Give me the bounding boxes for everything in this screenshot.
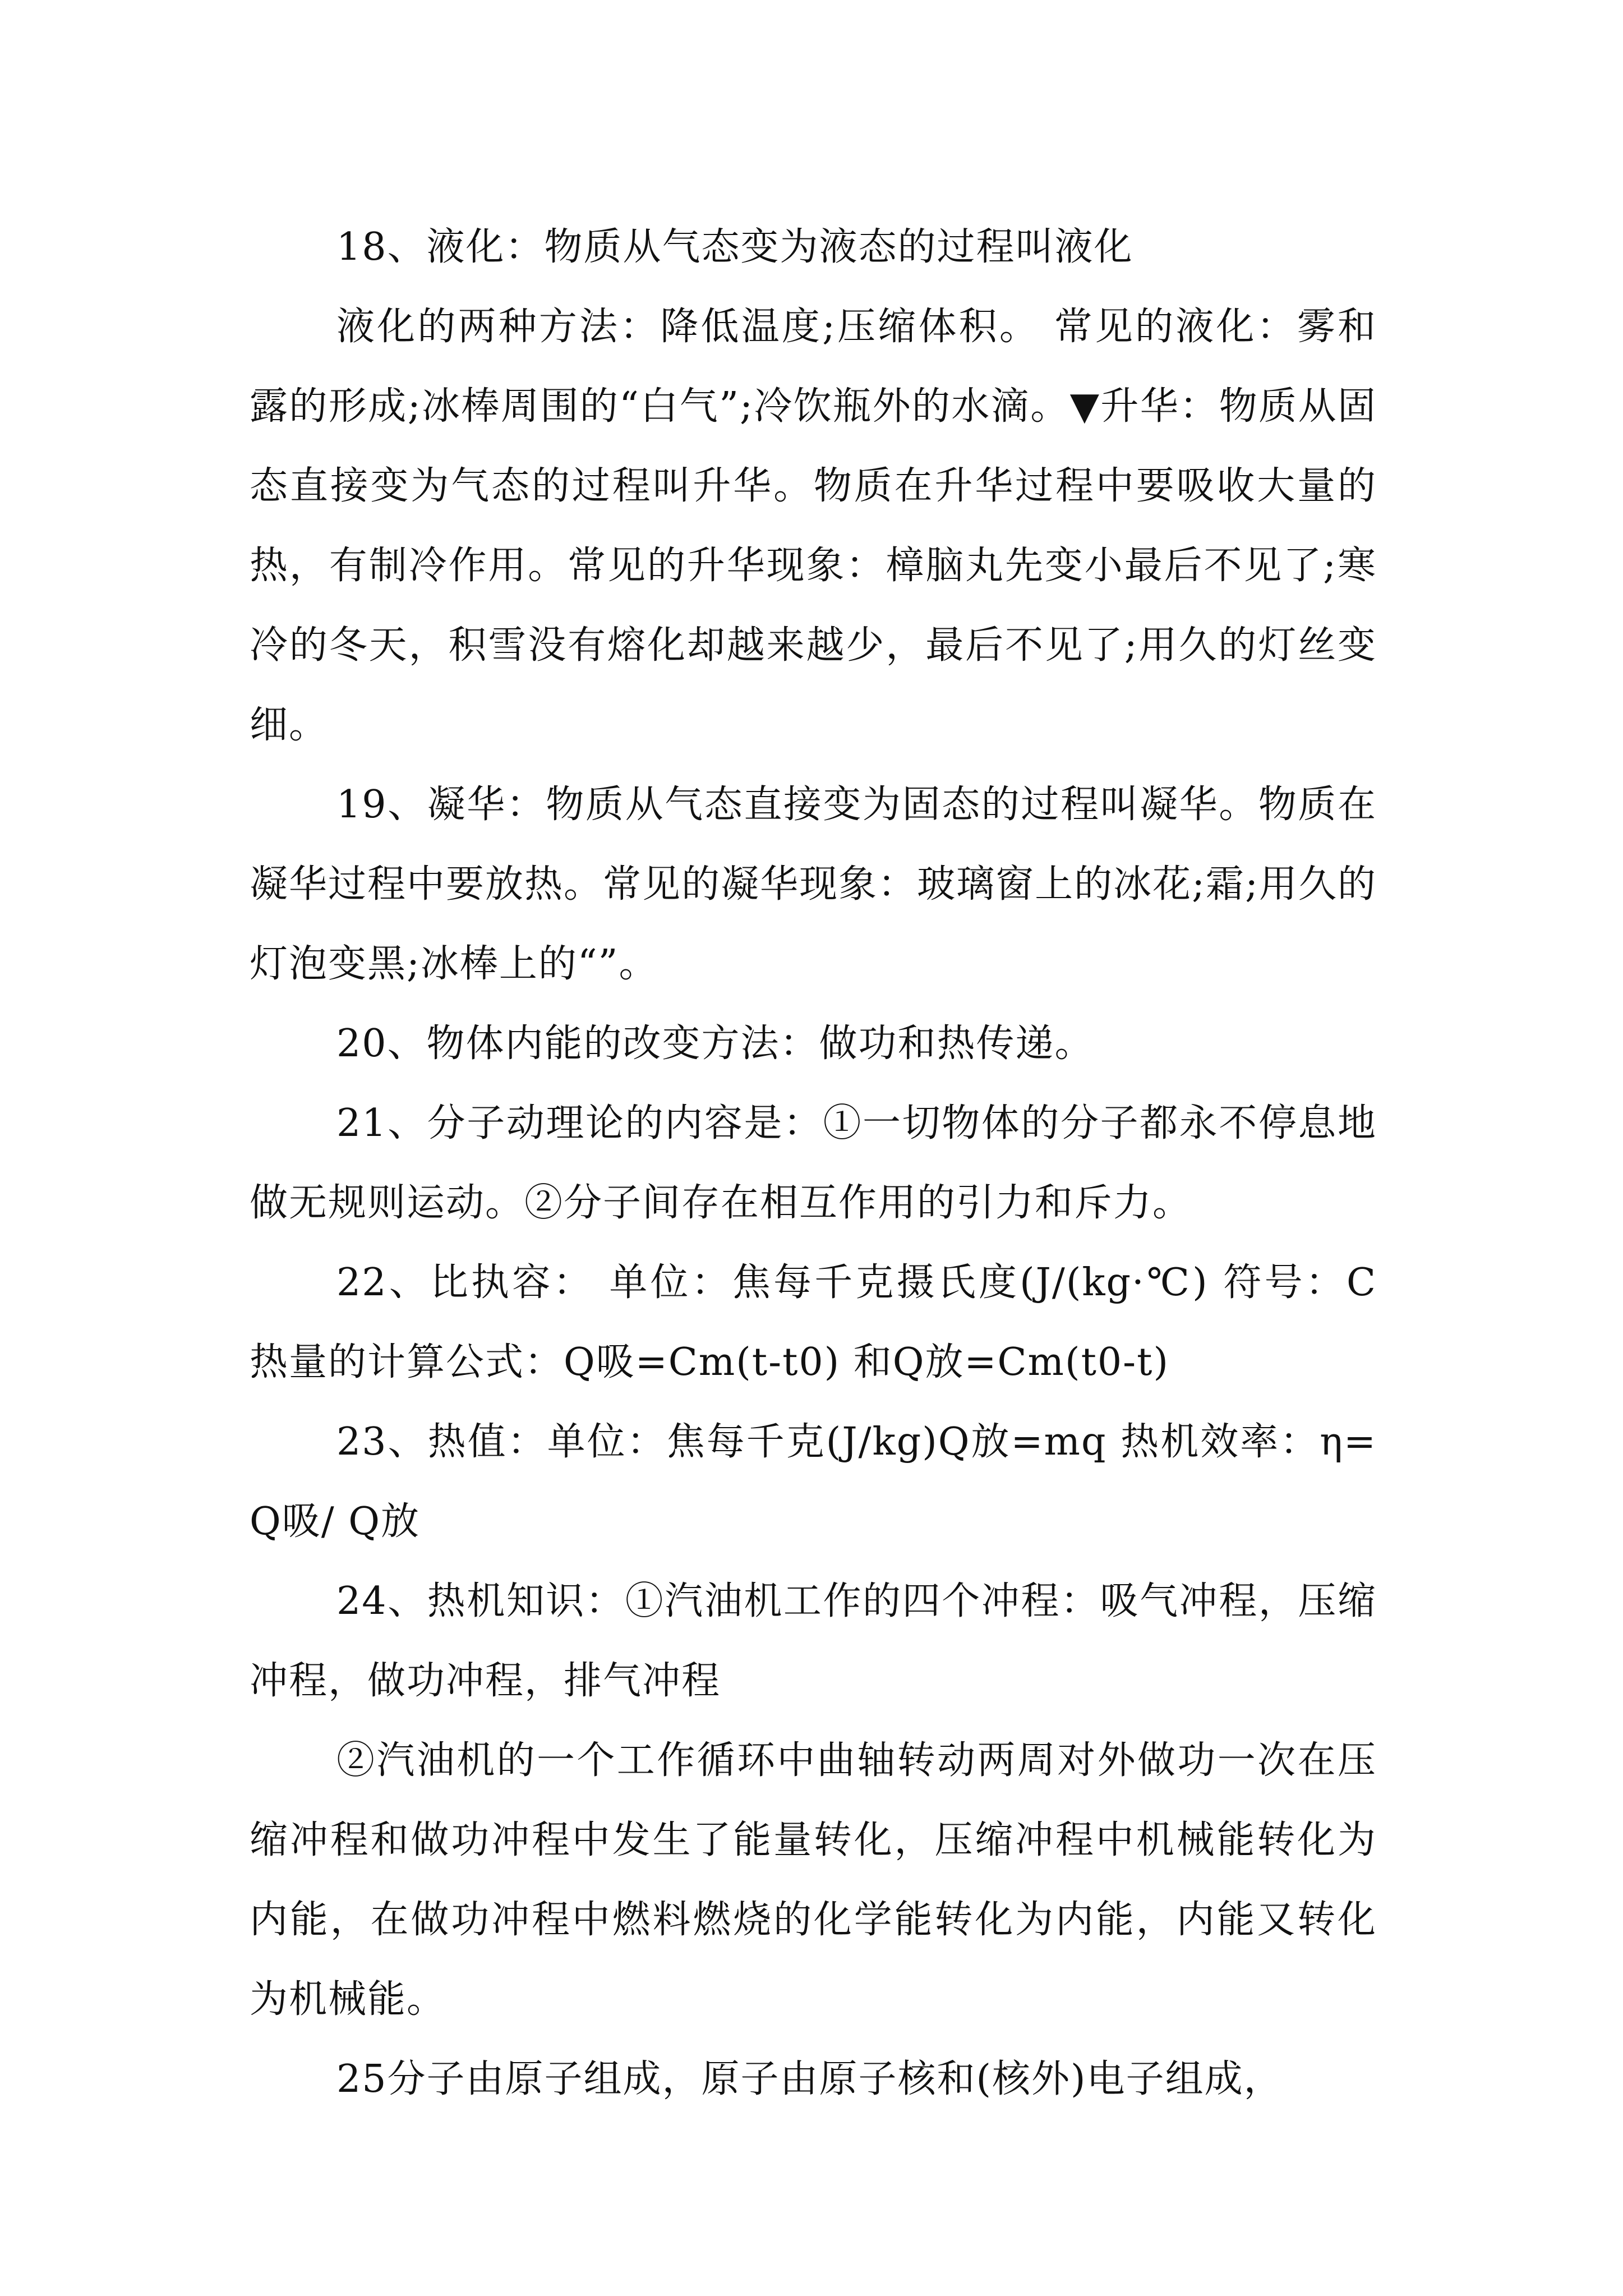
document-page — [250, 208, 1377, 2115]
paragraph-molecular-theory: 21、分子动理论的内容是：①一切物体的分子都永不停息地做无规则运动。②分子间存在相互作用的引力和斥力。 — [250, 1101, 1377, 1225]
paragraph-desublimation: 19、凝华：物质从气态直接变为固态的过程叫凝华。物质在凝华过程中要放热。常见的凝华现象：玻璃窗上的冰花;霜;用久的灯泡变黑;冰棒上的“”。 — [250, 783, 1377, 986]
paragraph-liquefaction: 18、液化：物质从气态变为液态的过程叫液化 — [336, 225, 1133, 269]
paragraph-heat-value: 23、热值：单位：焦每千克(J/kg)Q放=mq 热机效率：η=Q吸/ Q放 — [250, 1420, 1377, 1544]
paragraph-specific-heat: 22、比执容： 单位：焦每千克摄氏度(J/(kg·℃) 符号：C 热量的计算公式：Q吸=Cm(t-t0) 和Q放=Cm(t0-t) — [250, 1260, 1377, 1384]
paragraph-liquefaction-methods-sublimation: 液化的两种方法：降低温度;压缩体积。 常见的液化：雾和露的形成;冰棒周围的“白气”;冷饮瓶外的水滴。▼升华：物质从固态直接变为气态的过程叫升华。物质在升华过程中要吸收大量的热，有制冷作用。常见的升华现象：樟脑丸先变小最后不见了;寒冷的冬天，积雪没有熔化却越来越少，最后不见了;用久的灯丝变细。 — [250, 305, 1377, 747]
paragraph-engine-cycle: ②汽油机的一个工作循环中曲轴转动两周对外做功一次在压缩冲程和做功冲程中发生了能量转化，压缩冲程中机械能转化为内能，在做功冲程中燃料燃烧的化学能转化为内能，内能又转化为机械能。 — [250, 1738, 1377, 2022]
paragraph-atomic-structure: 25分子由原子组成，原子由原子核和(核外)电子组成， — [336, 2057, 1283, 2101]
paragraph-heat-engine-strokes: 24、热机知识：①汽油机工作的四个冲程：吸气冲程，压缩冲程，做功冲程，排气冲程 — [250, 1579, 1377, 1703]
paragraph-internal-energy: 20、物体内能的改变方法：做功和热传递。 — [336, 1022, 1094, 1066]
